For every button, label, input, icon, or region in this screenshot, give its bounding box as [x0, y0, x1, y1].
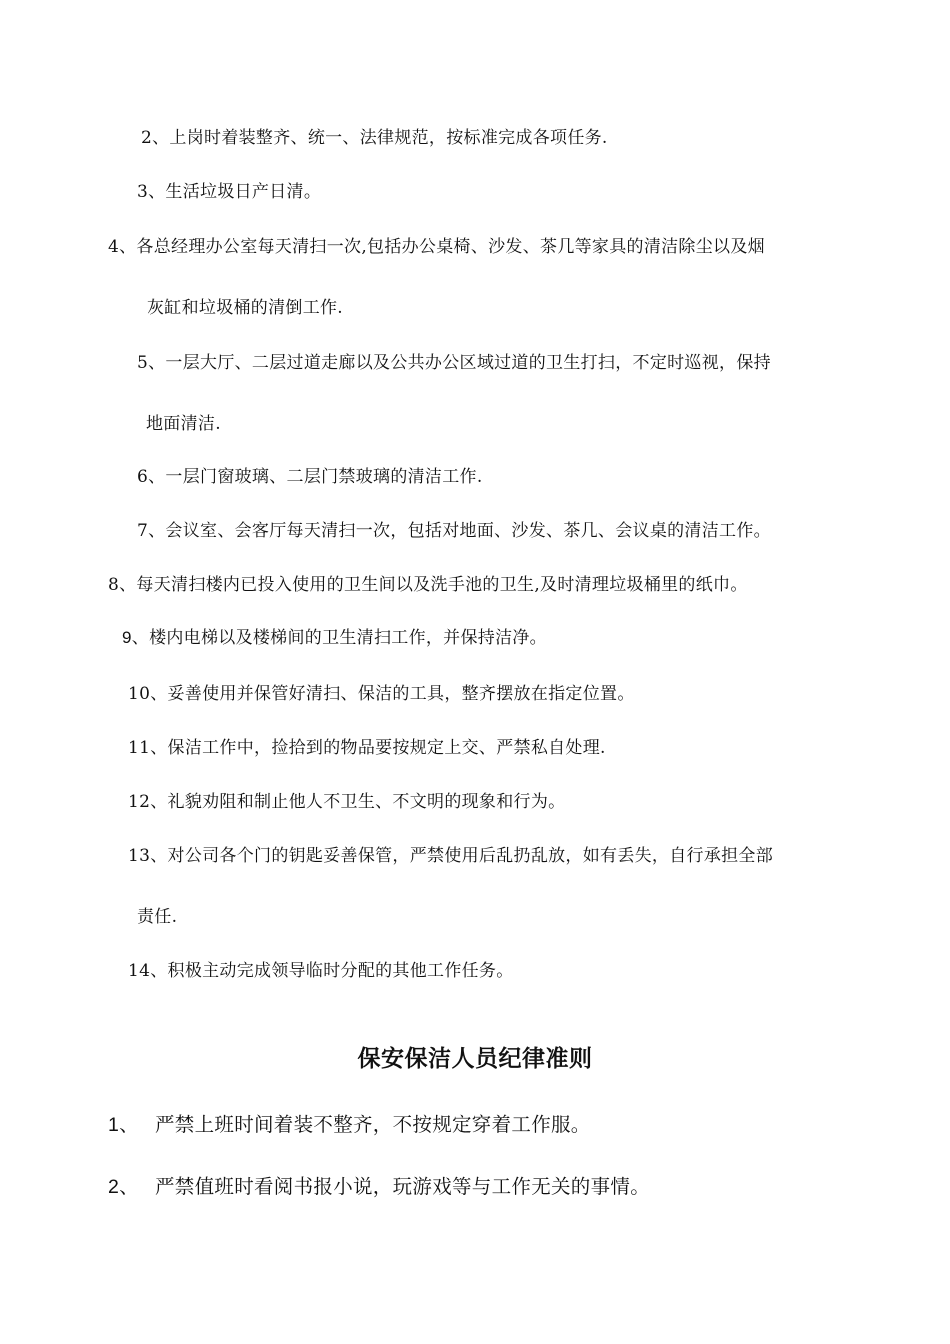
discipline-rule-1-text: 严禁上班时间着装不整齐，不按规定穿着工作服。 [155, 1113, 591, 1136]
duty-item-5-line-2: 地面清洁. [146, 414, 221, 434]
duty-item-2: 2、上岗时着装整齐、统一、法律规范，按标准完成各项任务. [141, 128, 608, 148]
discipline-rule-1 [108, 1112, 591, 1138]
duty-item-7: 7、会议室、会客厅每天清扫一次，包括对地面、沙发、茶几、会议桌的清洁工作。 [137, 521, 771, 541]
duty-item-12: 12、礼貌劝阻和制止他人不卫生、不文明的现象和行为。 [128, 792, 566, 812]
duty-item-13-line-1: 13、对公司各个门的钥匙妥善保管，严禁使用后乱扔乱放，如有丢失，自行承担全部 [128, 846, 774, 866]
duty-item-11: 11、保洁工作中，捡拾到的物品要按规定上交、严禁私自处理. [128, 738, 606, 758]
discipline-rule-2-text: 严禁值班时看阅书报小说，玩游戏等与工作无关的事情。 [155, 1175, 651, 1198]
duty-item-13-line-2: 责任. [137, 907, 178, 927]
duty-item-8: 8、每天清扫楼内已投入使用的卫生间以及洗手池的卫生,及时清理垃圾桶里的纸巾。 [108, 575, 748, 595]
discipline-title: 保安保洁人员纪律准则 [357, 1046, 593, 1072]
duty-item-9-number: 9 [122, 628, 132, 647]
duty-item-14: 14、积极主动完成领导临时分配的其他工作任务。 [128, 961, 514, 981]
discipline-rule-2-number: 2、 [108, 1176, 139, 1198]
duty-item-9 [122, 627, 547, 649]
discipline-rule-2 [108, 1174, 650, 1200]
duty-item-10: 10、妥善使用并保管好清扫、保洁的工具，整齐摆放在指定位置。 [128, 684, 635, 704]
duty-item-4-line-1: 4、各总经理办公室每天清扫一次,包括办公桌椅、沙发、茶几等家具的清洁除尘以及烟 [108, 237, 765, 257]
duty-item-5-line-1: 5、一层大厅、二层过道走廊以及公共办公区域过道的卫生打扫，不定时巡视，保持 [137, 353, 771, 373]
duty-item-4-line-2: 灰缸和垃圾桶的清倒工作. [147, 298, 344, 318]
duty-item-3: 3、生活垃圾日产日清。 [137, 182, 322, 202]
discipline-rule-1-number: 1、 [108, 1114, 139, 1136]
duty-item-6: 6、一层门窗玻璃、二层门禁玻璃的清洁工作. [137, 467, 483, 487]
duty-item-9-text: 、楼内电梯以及楼梯间的卫生清扫工作，并保持洁净。 [131, 628, 547, 648]
